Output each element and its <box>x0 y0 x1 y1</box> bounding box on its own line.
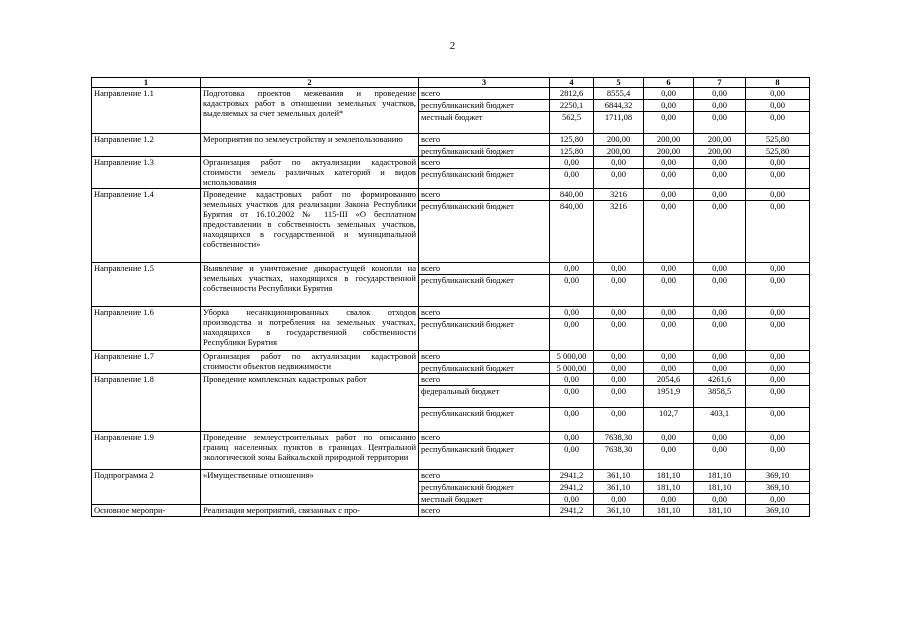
header-row <box>92 78 810 88</box>
value-cell: 0,00 <box>694 157 746 169</box>
value-cell: 2941,2 <box>550 505 594 517</box>
value-cell: 0,00 <box>694 494 746 505</box>
value-cell: 0,00 <box>694 275 746 307</box>
value-cell: 0,00 <box>746 88 810 100</box>
source-cell: всего <box>419 505 550 517</box>
source-cell: всего <box>419 157 550 169</box>
value-cell: 0,00 <box>694 112 746 134</box>
value-cell: 361,10 <box>594 505 644 517</box>
value-cell: 0,00 <box>694 432 746 444</box>
value-cell: 0,00 <box>746 275 810 307</box>
value-cell: 0,00 <box>550 263 594 275</box>
value-cell: 562,5 <box>550 112 594 134</box>
value-cell: 361,10 <box>594 470 644 482</box>
value-cell: 369,10 <box>746 505 810 517</box>
value-cell: 125,80 <box>550 134 594 146</box>
source-cell: республиканский бюджет <box>419 444 550 470</box>
value-cell: 0,00 <box>746 201 810 263</box>
value-cell: 200,00 <box>644 146 694 157</box>
value-cell: 0,00 <box>746 444 810 470</box>
source-cell: всего <box>419 189 550 201</box>
value-cell: 1951,9 <box>644 386 694 408</box>
col-header: 1 <box>92 78 201 88</box>
direction-cell: Направление 1.9 <box>92 432 201 470</box>
value-cell: 0,00 <box>644 88 694 100</box>
source-cell: республиканский бюджет <box>419 146 550 157</box>
value-cell: 0,00 <box>550 307 594 319</box>
value-cell: 0,00 <box>594 319 644 351</box>
value-cell: 0,00 <box>644 201 694 263</box>
value-cell: 0,00 <box>694 363 746 374</box>
value-cell: 0,00 <box>694 169 746 189</box>
value-cell: 361,10 <box>594 482 644 494</box>
col-header: 6 <box>644 78 694 88</box>
table-row <box>92 505 810 517</box>
value-cell: 0,00 <box>746 351 810 363</box>
source-cell: федеральный бюджет <box>419 386 550 408</box>
value-cell: 0,00 <box>694 444 746 470</box>
table-row <box>92 470 810 482</box>
source-cell: всего <box>419 374 550 386</box>
table-row <box>92 157 810 169</box>
direction-cell: Направление 1.7 <box>92 351 201 374</box>
value-cell: 840,00 <box>550 201 594 263</box>
value-cell: 2812,6 <box>550 88 594 100</box>
source-cell: республиканский бюджет <box>419 275 550 307</box>
value-cell: 0,00 <box>746 263 810 275</box>
direction-cell: Направление 1.5 <box>92 263 201 307</box>
value-cell: 0,00 <box>594 275 644 307</box>
value-cell: 7638,30 <box>594 444 644 470</box>
value-cell: 369,10 <box>746 470 810 482</box>
direction-cell: Подпрограмма 2 <box>92 470 201 505</box>
source-cell: всего <box>419 263 550 275</box>
value-cell: 0,00 <box>746 408 810 432</box>
value-cell: 181,10 <box>694 470 746 482</box>
table-row <box>92 88 810 100</box>
description-cell: Реализация мероприятий, связанных с про- <box>201 505 419 517</box>
value-cell: 5 000,00 <box>550 363 594 374</box>
description-cell: Уборка несанкционированных свалок отходов производства и потребления на земельных участках, находящихся в государственной собственности Республики Бурятия <box>201 307 419 351</box>
value-cell: 0,00 <box>594 494 644 505</box>
source-cell: местный бюджет <box>419 494 550 505</box>
value-cell: 181,10 <box>644 482 694 494</box>
value-cell: 181,10 <box>644 470 694 482</box>
table-row <box>92 374 810 386</box>
table-row <box>92 189 810 201</box>
value-cell: 181,10 <box>694 505 746 517</box>
source-cell: всего <box>419 134 550 146</box>
value-cell: 0,00 <box>746 374 810 386</box>
value-cell: 200,00 <box>694 146 746 157</box>
source-cell: местный бюджет <box>419 112 550 134</box>
value-cell: 0,00 <box>550 169 594 189</box>
value-cell: 4261,6 <box>694 374 746 386</box>
value-cell: 0,00 <box>694 319 746 351</box>
value-cell: 0,00 <box>594 307 644 319</box>
table-row <box>92 134 810 146</box>
source-cell: республиканский бюджет <box>419 201 550 263</box>
value-cell: 102,7 <box>644 408 694 432</box>
value-cell: 181,10 <box>694 482 746 494</box>
value-cell: 0,00 <box>644 112 694 134</box>
value-cell: 0,00 <box>550 408 594 432</box>
value-cell: 0,00 <box>694 263 746 275</box>
source-cell: всего <box>419 470 550 482</box>
value-cell: 2250,1 <box>550 100 594 112</box>
value-cell: 1711,08 <box>594 112 644 134</box>
value-cell: 0,00 <box>550 157 594 169</box>
value-cell: 7638,30 <box>594 432 644 444</box>
source-cell: всего <box>419 88 550 100</box>
value-cell: 5 000,00 <box>550 351 594 363</box>
table-row <box>92 263 810 275</box>
value-cell: 8555,4 <box>594 88 644 100</box>
source-cell: всего <box>419 307 550 319</box>
value-cell: 525,80 <box>746 134 810 146</box>
table-row <box>92 432 810 444</box>
value-cell: 0,00 <box>594 263 644 275</box>
page-number: 2 <box>449 40 456 52</box>
value-cell: 0,00 <box>694 88 746 100</box>
description-cell: Организация работ по актуализации кадастровой стоимости земель различных категорий и видов использования <box>201 157 419 189</box>
value-cell: 0,00 <box>746 363 810 374</box>
source-cell: республиканский бюджет <box>419 319 550 351</box>
direction-cell: Направление 1.2 <box>92 134 201 157</box>
value-cell: 3216 <box>594 189 644 201</box>
value-cell: 0,00 <box>746 157 810 169</box>
table-row <box>92 307 810 319</box>
value-cell: 0,00 <box>746 169 810 189</box>
col-header: 4 <box>550 78 594 88</box>
col-header: 5 <box>594 78 644 88</box>
value-cell: 0,00 <box>594 363 644 374</box>
value-cell: 0,00 <box>594 169 644 189</box>
value-cell: 0,00 <box>550 319 594 351</box>
description-cell: Выявление и уничтожение дикорастущей конопли на земельных участках, находящихся в государственной собственности Республики Бурятия <box>201 263 419 307</box>
value-cell: 0,00 <box>746 189 810 201</box>
direction-cell: Направление 1.3 <box>92 157 201 189</box>
source-cell: всего <box>419 351 550 363</box>
direction-cell: Основное меропри- <box>92 505 201 517</box>
value-cell: 200,00 <box>644 134 694 146</box>
value-cell: 0,00 <box>644 444 694 470</box>
description-cell: Мероприятия по землеустройству и землепользованию <box>201 134 419 157</box>
description-cell: Подготовка проектов межевания и проведение кадастровых работ в отношении земельных участков, выделяемых за счет земельных долей* <box>201 88 419 134</box>
value-cell: 369,10 <box>746 482 810 494</box>
value-cell: 0,00 <box>550 494 594 505</box>
direction-cell: Направление 1.4 <box>92 189 201 263</box>
value-cell: 200,00 <box>594 134 644 146</box>
value-cell: 0,00 <box>550 386 594 408</box>
value-cell: 3858,5 <box>694 386 746 408</box>
value-cell: 0,00 <box>746 432 810 444</box>
budget-table <box>91 77 810 517</box>
value-cell: 3216 <box>594 201 644 263</box>
value-cell: 2054,6 <box>644 374 694 386</box>
col-header: 2 <box>201 78 419 88</box>
value-cell: 0,00 <box>644 494 694 505</box>
value-cell: 181,10 <box>644 505 694 517</box>
value-cell: 0,00 <box>746 307 810 319</box>
value-cell: 0,00 <box>644 263 694 275</box>
value-cell: 0,00 <box>550 432 594 444</box>
value-cell: 0,00 <box>746 319 810 351</box>
value-cell: 0,00 <box>694 100 746 112</box>
value-cell: 0,00 <box>746 386 810 408</box>
source-cell: всего <box>419 432 550 444</box>
direction-cell: Направление 1.6 <box>92 307 201 351</box>
value-cell: 6844,32 <box>594 100 644 112</box>
source-cell: республиканский бюджет <box>419 100 550 112</box>
value-cell: 0,00 <box>694 189 746 201</box>
value-cell: 525,80 <box>746 146 810 157</box>
col-header: 8 <box>746 78 810 88</box>
table-row <box>92 351 810 363</box>
value-cell: 0,00 <box>694 351 746 363</box>
value-cell: 2941,2 <box>550 470 594 482</box>
description-cell: Проведение кадастровых работ по формированию земельных участков для реализации Закона Республики Бурятия от 16.10.2002 № 115-III «О бесплатном предоставлении в собственность земельных участков, находящихся в государственной и муниципальной собственности» <box>201 189 419 263</box>
value-cell: 0,00 <box>644 319 694 351</box>
source-cell: республиканский бюджет <box>419 363 550 374</box>
source-cell: республиканский бюджет <box>419 482 550 494</box>
value-cell: 0,00 <box>644 189 694 201</box>
value-cell: 0,00 <box>644 351 694 363</box>
source-cell: республиканский бюджет <box>419 408 550 432</box>
value-cell: 0,00 <box>594 408 644 432</box>
description-cell: «Имущественные отношения» <box>201 470 419 505</box>
value-cell: 200,00 <box>594 146 644 157</box>
value-cell: 0,00 <box>644 157 694 169</box>
value-cell: 0,00 <box>644 432 694 444</box>
value-cell: 2941,2 <box>550 482 594 494</box>
value-cell: 0,00 <box>550 444 594 470</box>
table-body <box>92 88 810 517</box>
value-cell: 0,00 <box>594 351 644 363</box>
description-cell: Проведение комплексных кадастровых работ <box>201 374 419 432</box>
value-cell: 0,00 <box>644 275 694 307</box>
value-cell: 0,00 <box>594 374 644 386</box>
value-cell: 0,00 <box>644 363 694 374</box>
col-header: 3 <box>419 78 550 88</box>
value-cell: 0,00 <box>644 100 694 112</box>
value-cell: 0,00 <box>550 374 594 386</box>
value-cell: 0,00 <box>594 157 644 169</box>
value-cell: 0,00 <box>694 201 746 263</box>
source-cell: республиканский бюджет <box>419 169 550 189</box>
value-cell: 0,00 <box>594 386 644 408</box>
value-cell: 0,00 <box>746 112 810 134</box>
col-header: 7 <box>694 78 746 88</box>
value-cell: 0,00 <box>746 494 810 505</box>
direction-cell: Направление 1.8 <box>92 374 201 432</box>
value-cell: 0,00 <box>746 100 810 112</box>
value-cell: 0,00 <box>694 307 746 319</box>
value-cell: 0,00 <box>644 307 694 319</box>
description-cell: Проведение землеустроительных работ по описанию границ населенных пунктов в границах Центральной экологической зоны Байкальской природной территории <box>201 432 419 470</box>
value-cell: 125,80 <box>550 146 594 157</box>
value-cell: 403,1 <box>694 408 746 432</box>
value-cell: 0,00 <box>550 275 594 307</box>
description-cell: Организация работ по актуализации кадастровой стоимости объектов недвижимости <box>201 351 419 374</box>
direction-cell: Направление 1.1 <box>92 88 201 134</box>
value-cell: 0,00 <box>644 169 694 189</box>
value-cell: 200,00 <box>694 134 746 146</box>
value-cell: 840,00 <box>550 189 594 201</box>
